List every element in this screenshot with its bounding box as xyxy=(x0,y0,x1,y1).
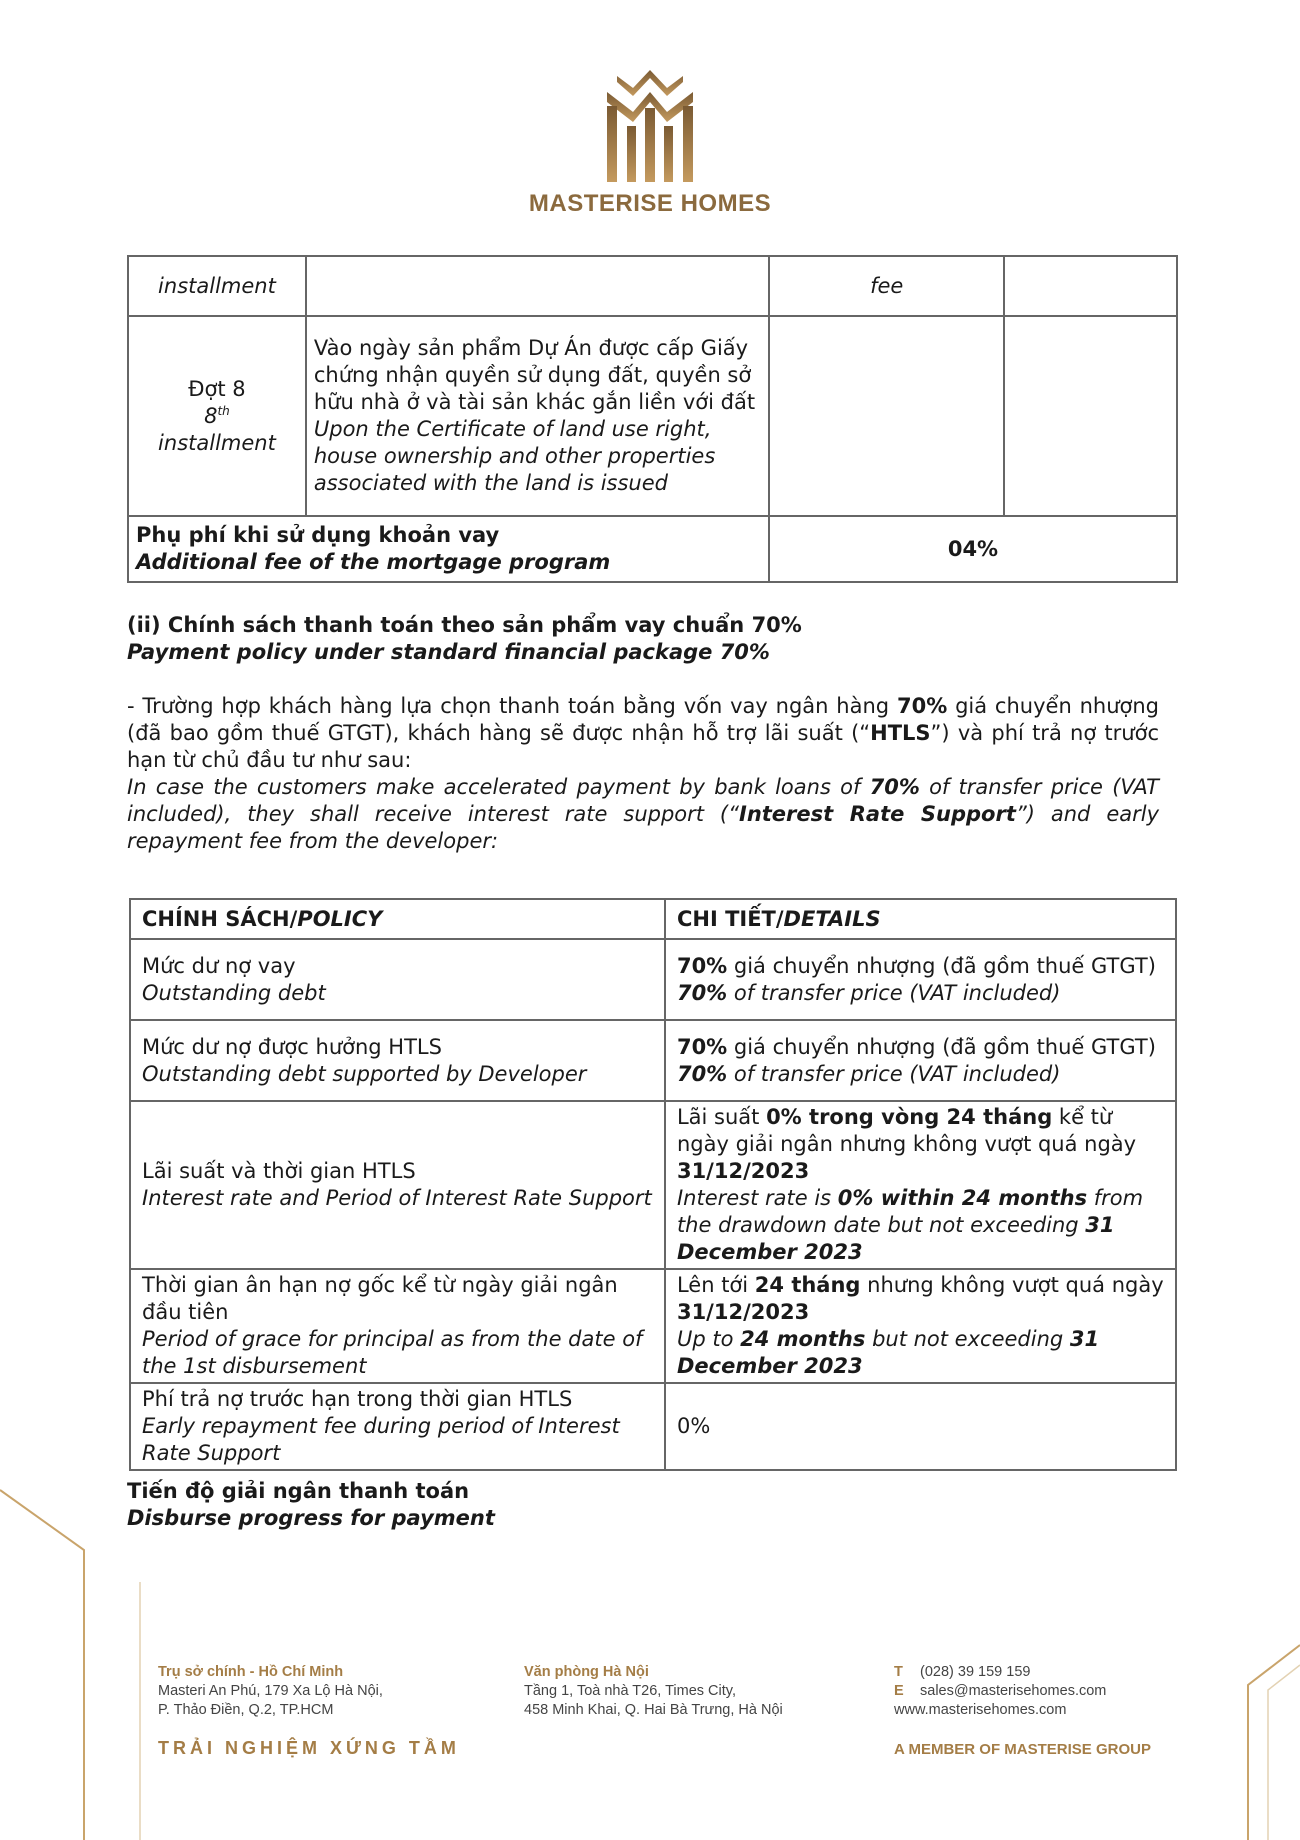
table-row xyxy=(128,256,1177,316)
table-row xyxy=(128,516,1177,582)
disburse-heading: Tiến độ giải ngân thanh toán Disburse progress for payment xyxy=(127,1479,495,1530)
policy-paragraph xyxy=(127,693,1159,855)
decorative-lines xyxy=(0,1480,1300,1840)
paragraph-en: In case the customers make accelerated payment by bank loans of 70% of transfer price (VAT included), they shall receive interest rate support (“Interest Rate Support”) and early repayment fee from the developer: xyxy=(127,775,1159,853)
footer-hanoi-office: Văn phòng Hà Nội Tầng 1, Toà nhà T26, Times City, 458 Minh Khai, Q. Hai Bà Trưng, Hà Nội xyxy=(524,1664,783,1718)
table-row: Lãi suất và thời gian HTLS Interest rate and Period of Interest Rate Support Lãi suất 0% trong vòng 24 tháng kể từ ngày giải ngân nhưng không vượt quá ngày 31/12/2023 Interest rate is 0% within 24 months from the drawdown date but not exceeding 31 December 2023 xyxy=(130,1101,1176,1269)
footer-contact: T (028) 39 159 159 E sales@masterisehomes.com www.masterisehomes.com xyxy=(894,1664,1107,1718)
table-row xyxy=(128,316,1177,516)
table-row: Thời gian ân hạn nợ gốc kể từ ngày giải ngân đầu tiên Period of grace for principal as from the date of the 1st disbursement Lên tới 24 tháng nhưng không vượt quá ngày 31/12/2023 Up to 24 months but not exceeding 31 December 2023 xyxy=(130,1269,1176,1383)
table-row: Phí trả nợ trước hạn trong thời gian HTLS Early repayment fee during period of Interest Rate Support 0% xyxy=(130,1383,1176,1470)
footer-hcm-office: Trụ sở chính - Hồ Chí Minh Masteri An Phú, 179 Xa Lộ Hà Nội, P. Thảo Điền, Q.2, TP.HCM xyxy=(158,1664,383,1718)
installment-8-description: Vào ngày sản phẩm Dự Án được cấp Giấy chứng nhận quyền sử dụng đất, quyền sở hữu nhà ở và tài sản khác gắn liền với đất Upon the Certificate of land use right, house ownership and other properties associated with the land is issued xyxy=(306,316,769,516)
early-repayment-fee-value: 0% xyxy=(665,1383,1176,1470)
policy-column-header: CHÍNH SÁCH/POLICY xyxy=(130,899,665,939)
mortgage-fee-label: Phụ phí khi sử dụng khoản vay Additional fee of the mortgage program xyxy=(128,516,769,582)
paragraph-vi: - Trường hợp khách hàng lựa chọn thanh toán bằng vốn vay ngân hàng 70% giá chuyển nhượng (đã bao gồm thuế GTGT), khách hàng sẽ được nhận hỗ trợ lãi suất (“HTLS”) và phí trả nợ trước hạn từ chủ đầu tư như sau: xyxy=(127,694,1159,772)
details-column-header: CHI TIẾT/DETAILS xyxy=(665,899,1176,939)
logo xyxy=(520,68,780,218)
phone: (028) 39 159 159 xyxy=(920,1664,1031,1680)
slogan: TRẢI NGHIỆM XỨNG TẦM xyxy=(158,1738,460,1758)
masterise-logo-icon xyxy=(607,68,693,184)
fee-label: fee xyxy=(769,256,1004,316)
installment-8-cell: Đợt 8 8th installment xyxy=(128,316,306,516)
mortgage-fee-value: 04% xyxy=(769,516,1177,582)
table-row: Mức dư nợ vay Outstanding debt 70% giá chuyển nhượng (đã gồm thuế GTGT) 70% of transfer price (VAT included) xyxy=(130,939,1176,1020)
installment-table xyxy=(127,255,1178,583)
table-header-row xyxy=(130,899,1176,939)
brand-name: MASTERISE HOMES xyxy=(528,190,772,217)
section-heading: (ii) Chính sách thanh toán theo sản phẩm vay chuẩn 70% Payment policy under standard financial package 70% xyxy=(127,613,802,664)
member-of-group: A MEMBER OF MASTERISE GROUP xyxy=(894,1741,1151,1758)
policy-table xyxy=(129,898,1177,1471)
table-row: Mức dư nợ được hưởng HTLS Outstanding debt supported by Developer 70% giá chuyển nhượng (đã gồm thuế GTGT) 70% of transfer price (VAT included) xyxy=(130,1020,1176,1101)
website-link[interactable]: www.masterisehomes.com xyxy=(894,1702,1067,1718)
installment-label: installment xyxy=(128,256,306,316)
email-link[interactable]: sales@masterisehomes.com xyxy=(920,1683,1107,1699)
